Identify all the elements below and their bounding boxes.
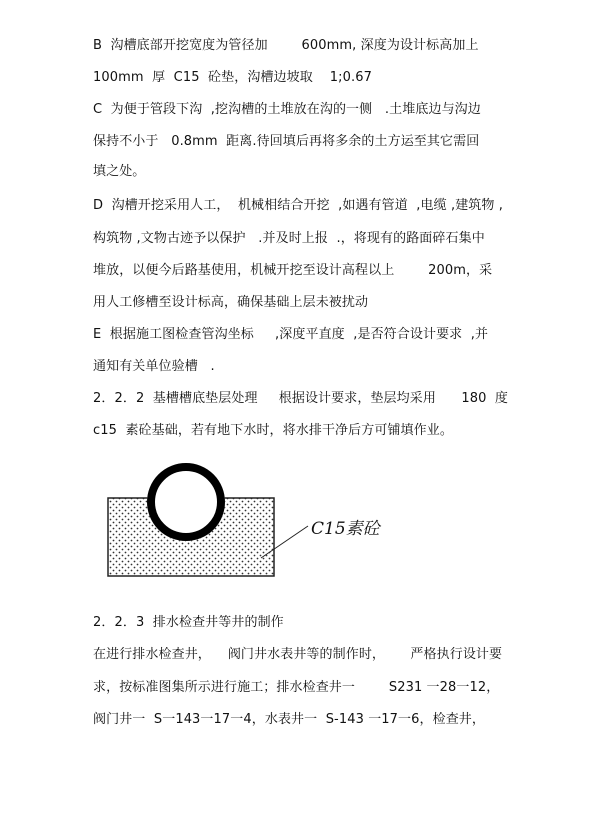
paragraph-line: 通知有关单位验槽 . <box>93 359 215 374</box>
paragraph-line: B 沟槽底部开挖宽度为管径加 600mm, 深度为设计标高加上 <box>93 38 479 53</box>
paragraph-line: D 沟槽开挖采用人工， 机械相结合开挖 ,如遇有管道 ,电缆 ,建筑物 , <box>93 198 503 213</box>
paragraph-line: 100mm 厚 C15 砼垫，沟槽边坡取 1;0.67 <box>93 70 372 85</box>
paragraph-line: 在进行排水检查井， 阀门井水表井等的制作时， 严格执行设计要 <box>93 647 503 662</box>
pipe-bedding-figure <box>103 458 403 578</box>
paragraph-line: 阀门井一 S一143一17一4，水表井一 S-143 一17一6，检查井， <box>93 712 486 727</box>
paragraph-line: 堆放，以便今后路基使用，机械开挖至设计高程以上 200m，采 <box>93 263 493 278</box>
section-heading: 2．2．3 排水检查井等井的制作 <box>93 615 284 630</box>
pipe-on-concrete-bedding-diagram-icon <box>103 458 403 578</box>
section-heading: 2．2．2 基槽槽底垫层处理 根据设计要求，垫层均采用 180 度 <box>93 391 509 406</box>
paragraph-line: 填之处。 <box>93 164 146 179</box>
paragraph-line: c15 素砼基础，若有地下水时，将水排干净后方可铺填作业。 <box>93 423 453 438</box>
paragraph-line: C 为便于管段下沟 ,挖沟槽的土堆放在沟的一侧 .土堆底边与沟边 <box>93 102 481 117</box>
paragraph-line: 构筑物 ,文物古迹予以保护 .并及时上报 .，将现有的路面碎石集中 <box>93 231 485 246</box>
paragraph-line: E 根据施工图检查管沟坐标 ,深度平直度 ,是否符合设计要求 ,并 <box>93 327 489 342</box>
concrete-label: C15素砼 <box>311 519 380 539</box>
paragraph-line: 用人工修槽至设计标高，确保基础上层未被扰动 <box>93 295 369 310</box>
paragraph-line: 保持不小于 0.8mm 距离.待回填后再将多余的土方运至其它需回 <box>93 134 480 149</box>
paragraph-line: 求，按标准图集所示进行施工；排水检查井一 S231 一28一12， <box>93 680 500 695</box>
